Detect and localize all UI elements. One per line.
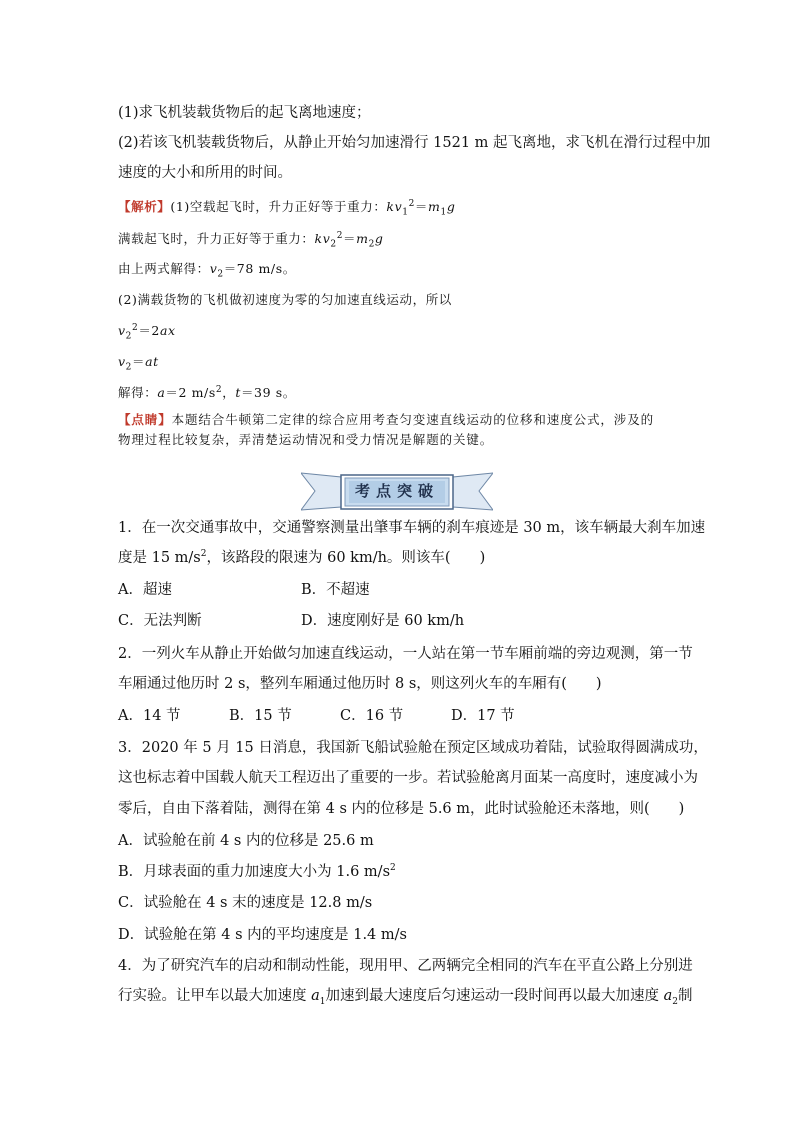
question-4-line2c: 制 (678, 988, 693, 1004)
analysis-line-3-result: ＝78 m/s。 (223, 261, 296, 276)
question-3-option-a: A．试验舱在前 4 s 内的位移是 25.6 m (118, 833, 374, 849)
section-banner (301, 469, 493, 514)
question-3-option-d: D．试验舱在第 4 s 内的平均速度是 1.4 m/s (118, 927, 407, 943)
analysis-line-1-text: (1)空载起飞时，升力正好等于重力： (170, 199, 387, 214)
analysis-line-3-text: 由上两式解得： (118, 261, 210, 276)
analysis-line-2-text: 满载起飞时，升力正好等于重力： (118, 231, 315, 246)
analysis-line-4: (2)满载货物的飞机做初速度为零的匀加速直线运动，所以 (118, 292, 452, 307)
intro-question-2-line2: 速度的大小和所用的时间。 (118, 165, 292, 181)
analysis-line-2: 满载起飞时，升力正好等于重力：$kv_2^2=m_2g$ (118, 230, 384, 250)
question-2-option-a: A．14 节 (118, 708, 181, 724)
formula-v2-at: $v_2=at$ (118, 354, 159, 373)
question-3-option-b-text: B．月球表面的重力加速度大小为 1.6 m/s (118, 864, 391, 880)
comment-tag: 【点睛】 (118, 412, 172, 427)
intro-question-1: (1)求飞机装载货物后的起飞离地速度； (118, 105, 371, 121)
question-3-option-c: C．试验舱在 4 s 末的速度是 12.8 m/s (118, 895, 373, 911)
question-3-line1: 3．2020 年 5 月 15 日消息，我国新飞船试验舱在预定区域成功着陆，试验取得圆满成功， (118, 740, 708, 756)
question-1-line2: 度是 15 $m/s^2$，该路段的限速为 60 km/h。则该车( ) (118, 549, 486, 566)
analysis-line-3: 由上两式解得：$v_2=78$ m/s。 (118, 261, 296, 280)
question-2-option-d: D．17 节 (451, 708, 515, 724)
comment-line-2: 物理过程比较复杂，弄清楚运动情况和受力情况是解题的关键。 (118, 432, 494, 447)
question-1-line2b: ，该路段的限速为 60 km/h。则该车( ) (206, 550, 486, 566)
analysis-a-value: ＝2 m/s (165, 385, 216, 400)
formula-v2-squared: $v_2^2=2ax$ (118, 322, 176, 342)
comment-line-1-text: 本题结合牛顿第二定律的综合应用考查匀变速直线运动的位移和速度公式，涉及的 (171, 412, 655, 427)
analysis-tag: 【解析】 (118, 199, 171, 214)
question-2-option-c: C．16 节 (340, 708, 404, 724)
analysis-line-7-text: 解得： (118, 385, 158, 400)
question-2-line1: 2．一列火车从静止开始做匀加速直线运动，一人站在第一节车厢前端的旁边观测，第一节 (118, 646, 693, 662)
question-1-option-b: B．不超速 (301, 582, 370, 598)
question-2-line2: 车厢通过他历时 2 s，整列车厢通过他历时 8 s，则这列火车的车厢有( ) (118, 676, 602, 692)
banner-title: 考点突破 (354, 482, 439, 500)
question-3-option-b: B．月球表面的重力加速度大小为 1.6 $m/s^2$ (118, 863, 396, 880)
question-1-option-d: D．速度刚好是 60 km/h (301, 613, 465, 629)
question-1-option-c: C．无法判断 (118, 613, 202, 629)
question-4-line2b: 加速到最大速度后匀速运动一段时间再以最大加速度 (325, 988, 664, 1004)
intro-question-2-line1: (2)若该飞机装载货物后，从静止开始匀加速滑行 1521 m 起飞离地，求飞机在滑行过程中加 (118, 135, 711, 151)
question-4-line1: 4．为了研究汽车的启动和制动性能，现用甲、乙两辆完全相同的汽车在平直公路上分别进 (118, 958, 693, 974)
question-3-line3: 零后，自由下落着陆，测得在第 4 s 内的位移是 5.6 m，此时试验舱还未落地，则( ) (118, 801, 685, 817)
analysis-t-value: ＝39 s。 (240, 385, 296, 400)
analysis-line-1: 【解析】(1)空载起飞时，升力正好等于重力：$kv_1^2=m_1g$ (118, 198, 456, 218)
question-3-line2: 这也标志着中国载人航天工程迈出了重要的一步。若试验舱离月面某一高度时，速度减小为 (118, 770, 698, 786)
question-4-line2: 行实验。让甲车以最大加速度 $a_1$加速到最大速度后匀速运动一段时间再以最大加速度 $a_2$制 (118, 988, 693, 1007)
analysis-line-7: 解得：a＝2 $m/s^2$，t＝39 s。 (118, 384, 296, 400)
question-1-option-a: A．超速 (118, 582, 172, 598)
question-1-line2a: 度是 15 m/s (118, 550, 201, 566)
question-1-line1: 1．在一次交通事故中，交通警察测量出肇事车辆的刹车痕迹是 30 m，该车辆最大刹车加速 (118, 520, 706, 536)
question-4-line2a: 行实验。让甲车以最大加速度 (118, 988, 312, 1004)
comment-line-1 (118, 410, 683, 430)
question-2-option-b: B．15 节 (229, 708, 292, 724)
